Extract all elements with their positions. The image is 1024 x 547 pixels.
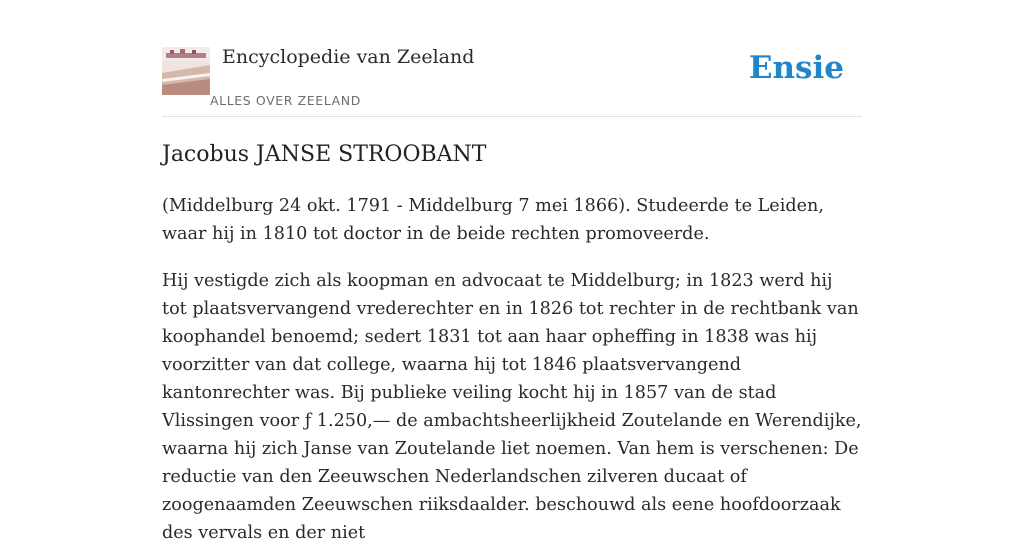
article-title: Jacobus JANSE STROOBANT — [162, 142, 487, 167]
book-photo-avatar-icon — [162, 47, 210, 95]
article — [162, 140, 862, 543]
site-title[interactable]: Encyclopedie van Zeeland — [222, 46, 475, 68]
article-paragraph: Hij vestigde zich als koopman en advocaat te Middelburg; in 1823 werd hij tot plaatsvervangend vrederechter en in 1826 tot rechter in de rechtbank van koophandel benoemd; sedert 1831 tot aan haar opheffing in 1838 was hij voorzitter van dat college, waarna hij tot 1846 plaatsvervangend kantonrechter was. Bij publieke veiling kocht hij in 1857 van de stad Vlissingen voor ƒ 1.250,— de ambachtsheerlijkheid Zoutelande en Werendijke, waarna hij zich Janse van Zoutelande liet noemen. Van hem is verschenen: De reductie van den Zeeuwschen Nederlandschen zilveren ducaat of zoogenaamden Zeeuwschen riiksdaalder. beschouwd als eene hoofdoorzaak des vervals en der niet — [162, 271, 862, 543]
site-tagline: ALLES OVER ZEELAND — [210, 93, 361, 108]
site-avatar[interactable] — [162, 47, 210, 95]
site-header — [162, 40, 862, 117]
article-paragraph: (Middelburg 24 okt. 1791 - Middelburg 7 mei 1866). Studeerde te Leiden, waar hij in 1810 tot doctor in de beide rechten promoveerde. — [162, 196, 824, 244]
ensie-logo-link[interactable]: Ensie — [748, 50, 844, 86]
